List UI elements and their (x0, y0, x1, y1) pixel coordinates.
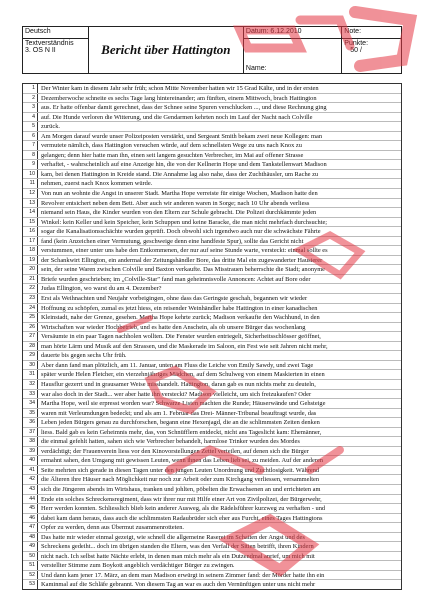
text-line (23, 485, 401, 495)
line-text: Ende ein solches Schreckensregiment, dass wir ihrer nur mit Hilfe einer Art von Zivilpolizei, der Bürgerwehr, (41, 495, 322, 503)
line-number: 15 (23, 218, 38, 227)
line-number: 41 (23, 466, 38, 475)
line-number: 7 (23, 141, 38, 150)
line-text: Seite mehrten sich gerade in diesen Tagen unter den jungen Leuten Unordnung und Zuchtlosigkeit. Während (41, 466, 320, 474)
text-line (23, 514, 401, 524)
text-line (23, 160, 401, 170)
text-line (23, 275, 401, 285)
text-line (23, 132, 401, 142)
line-number: 11 (23, 179, 38, 188)
line-text: verdächtigt; der Frauenverein liess vor den Kinovorstellungen Zettel verteilen, auf denen sich die Bürger (41, 447, 309, 455)
line-text: Erst als Weihnachten und Neujahr vorbeigingen, ohne dass das Geringste geschah, begannen wir wieder (41, 295, 308, 303)
text-line (23, 437, 401, 447)
date-cell (243, 27, 341, 39)
line-number: 8 (23, 151, 38, 160)
line-number: 37 (23, 428, 38, 437)
text-line (23, 523, 401, 533)
line-text: Opfer zu werden, denn aus Übermut zusammenrotteten. (41, 524, 185, 532)
line-number: 14 (23, 208, 38, 217)
line-number: 2 (23, 94, 38, 103)
line-text: dabei kam dann heraus, dass auch die schlimmsten Radaubrüder sich eher aus Furcht, eines Tages Hattingtons (41, 514, 323, 522)
line-text: der Schankwirt Ellington, ein andermal der Zeitungshändler Bore, das dritte Mal ein zugewanderter Hausierer (41, 256, 323, 264)
text-line (23, 342, 401, 352)
line-text: niemand sein Haus, die Kinder wurden von den Eltern zur Schule gebracht. Die Polizei durchkämmte jeden (41, 209, 317, 217)
line-number: 48 (23, 533, 38, 542)
class-label: 3. OS N II (25, 47, 56, 54)
text-line (23, 447, 401, 457)
text-line (23, 542, 401, 552)
line-text: Briefe wurden geschrieben; im „Colville-Star" fand man geheimnisvolle Annoncen: Achtet auf Bore oder (41, 275, 311, 283)
text-line (23, 141, 401, 151)
line-text: Hoffnung zu schöpfen, zumal es jetzt hiess, ein reisender Weinhändler habe Hattington in einer kanadischen (41, 304, 318, 312)
text-line (23, 399, 401, 409)
line-text: aus. Er hatte offenbar damit gerechnet, dass der Schnee seine Spuren verschlucken ..., und diese Rechnung ging (41, 104, 327, 112)
line-text: fand (kein Anzeichen einer Vermutung, geschweige denn eine handfeste Spur), sollte das Gericht nicht (41, 237, 304, 245)
line-number: 10 (23, 170, 38, 179)
line-text: Versäumte in ein paar Tagen nachholen wollten. Die Fenster wurden entriegelt, Sicherheitsschlösser geöffnet, (41, 333, 321, 341)
topic-cell (23, 39, 89, 74)
line-text: nicht nach. Ich selbst hatte Nächte erlebt, in denen man mich mehr als ein Dutzendmal anrief, um mich mit (41, 552, 315, 560)
line-text: Dezemberwoche schneite es sechs Tage lang hintereinander; am fünften, einem Mittwoch, brach Hattington (41, 94, 317, 102)
line-number: 25 (23, 313, 38, 322)
line-text: Revolver entsichert neben dem Bett. Aber auch wir anderen waren in Sorge; nach 10 Uhr abends verliess (41, 199, 310, 207)
text-line (23, 418, 401, 428)
line-text: auf. Die Hunde verloren die Witterung, und die Gendarmen kehrten noch im Lauf der Nacht nach Colville (41, 113, 313, 121)
text-line (23, 94, 401, 104)
line-number: 53 (23, 580, 38, 590)
text-line (23, 428, 401, 438)
text-line (23, 151, 401, 161)
line-number: 9 (23, 160, 38, 169)
text-line (23, 561, 401, 571)
text-line (23, 284, 401, 294)
line-text: dauerte bis gegen sechs Uhr früh. (41, 352, 127, 360)
note-cell (342, 27, 402, 39)
line-text: war also doch in der Stadt... wer aber hatte ihn versteckt? Madison vielleicht, um sich freizukaufen? Oder (41, 390, 312, 398)
line-number: 12 (23, 189, 38, 198)
line-text: verstellter Stimme zum Boykott angeblich verdächtiger Bürger zu zwingen. (41, 562, 235, 570)
line-number: 32 (23, 380, 38, 389)
text-lines-area (22, 83, 402, 590)
line-text: Das hatte mir wieder einmal gezeigt, wie schnell die allgemeine Raserei im Schatten der Angst und des (41, 533, 305, 541)
text-line (23, 370, 401, 380)
line-number: 27 (23, 332, 38, 341)
text-line (23, 256, 401, 266)
text-line (23, 504, 401, 514)
text-line (23, 103, 401, 113)
line-number: 38 (23, 437, 38, 446)
line-text: Leben jeden Bürgers genau zu durchforschen, begann eine Hexenjagd, die an die schlimmsten Zeiten denken (41, 419, 320, 427)
text-line (23, 533, 401, 543)
line-text: sein, der seine Waren zwischen Colville und Baxton verkaufte. Das Misstrauen beherrschte die Stadt; anonyme (41, 266, 326, 274)
text-line (23, 304, 401, 314)
line-text: vermutete nämlich, dass Hattington versuchen würde, auf dem schnellsten Wege zu uns nach Knox zu (41, 142, 302, 150)
line-number: 50 (23, 552, 38, 561)
name-cell[interactable] (243, 39, 341, 74)
points-value: 50 / (350, 47, 362, 54)
text-line (23, 170, 401, 180)
line-number: 23 (23, 294, 38, 303)
line-number: 47 (23, 523, 38, 532)
line-text: sogar die Kanalisationsschächte wurden geprüft. Doch obwohl sich irgendwo auch nur die schwächste Fährte (41, 228, 321, 236)
line-number: 22 (23, 284, 38, 293)
subject-cell (23, 27, 89, 39)
topic-label: Textverständnis (25, 40, 74, 47)
line-number: 31 (23, 370, 38, 379)
line-number: 49 (23, 542, 38, 551)
line-text: Wirtschaften war wieder Hochbetrieb, und es hatte den Anschein, als ob unsere Bürger das wochenlang (41, 323, 306, 331)
line-number: 3 (23, 103, 38, 112)
line-number: 29 (23, 351, 38, 360)
date-label: Datum: 6.12.2010 (245, 28, 302, 35)
text-line (23, 199, 401, 209)
line-text: Judas Ellington, wo warst du am 4. Dezember? (41, 285, 162, 293)
line-number: 39 (23, 447, 38, 456)
text-line (23, 122, 401, 132)
line-text: später wurde Helen Fletcher, ein vierzehnjähriges Mädchen, auf dem Schulweg von einem Maskierten in einen (41, 371, 325, 379)
text-line (23, 237, 401, 247)
text-line (23, 218, 401, 228)
points-label: Punkte: (344, 40, 369, 47)
text-line (23, 380, 401, 390)
title-cell (88, 27, 243, 74)
line-text: Von nun an wohnte die Angst in unserer Stadt. Martha Hope verreiste für einige Wochen, Madison hatte den (41, 190, 318, 198)
text-line (23, 580, 401, 590)
text-line (23, 552, 401, 562)
line-text: Martha Hope, weil sie erpresst worden war? Schwarze Listen machten die Runde; Häuserwände und Gehsteige (41, 400, 326, 408)
points-cell (342, 39, 402, 74)
line-number: 43 (23, 485, 38, 494)
line-number: 20 (23, 265, 38, 274)
line-text: Kaminmal auf die Schläfe gebrannt. Von diesem Tag an war es auch den Vernünftigen unter uns nicht mehr (41, 581, 316, 589)
line-number: 35 (23, 409, 38, 418)
text-line (23, 571, 401, 581)
text-line (23, 323, 401, 333)
subject-label: Deutsch (25, 28, 51, 35)
line-text: Aber dann fand man plötzlich, am 11. Januar, unten am Fluss die Leiche von Emily Sawdy, und zwei Tage (41, 361, 314, 369)
line-number: 51 (23, 561, 38, 570)
text-line (23, 265, 401, 275)
line-number: 13 (23, 199, 38, 208)
line-number: 18 (23, 246, 38, 255)
text-line (23, 113, 401, 123)
line-text: liess. Bald gab es kein Geheimnis mehr, das, von Schnüfflern entdeckt, nicht ans Tageslicht kam: Ehemänner, (41, 428, 322, 436)
text-line (23, 409, 401, 419)
line-text: die Älteren ihre Häuser nach Möglichkeit nur noch zur Arbeit oder zum Kirchgang verliessen, versammelten (41, 476, 320, 484)
text-line (23, 179, 401, 189)
worksheet-title: Bericht über Hattington (101, 42, 231, 57)
line-text: waren mit Verleumdungen bedeckt; und als am 1. Februar das Drei- Männer-Tribunal beauftragt wurde, das (41, 409, 317, 417)
line-number: 34 (23, 399, 38, 408)
line-number: 16 (23, 227, 38, 236)
line-number: 44 (23, 495, 38, 504)
line-text: Schreckens gedeiht... doch im übrigen standen die Eltern, was den Verfall der Sitten betrifft, ihren Kindern (41, 543, 314, 551)
line-text: Kleinstadt, nahe der Grenze, gesehen. Martha Hope kehrte zurück; Madison verkaufte den Wachhund, in den (41, 314, 320, 322)
text-line (23, 351, 401, 361)
text-line (23, 208, 401, 218)
line-text: Am Morgen darauf wurde unser Polizeiposten verstärkt, und Sergeant Smith bekam zwei neue Kollegen: man (41, 132, 323, 140)
line-number: 4 (23, 113, 38, 122)
text-line (23, 332, 401, 342)
line-number: 42 (23, 475, 38, 484)
text-line (23, 495, 401, 505)
line-text: verhaftet, - wahrscheinlich auf eine Anzeige hin, die von der Kellnerin Hope und dem Tankstellenwart Madison (41, 161, 327, 169)
line-text: gelangen; denn hier hatte man ihn, einen seit langem gesuchten Verbrecher, im Mai auf offener Strasse (41, 151, 304, 159)
line-number: 1 (23, 84, 38, 93)
line-number: 46 (23, 514, 38, 523)
text-line (23, 84, 401, 94)
name-label: Name: (245, 65, 267, 72)
header-table (22, 26, 402, 74)
line-number: 52 (23, 571, 38, 580)
line-number: 21 (23, 275, 38, 284)
line-number: 33 (23, 390, 38, 399)
text-line (23, 466, 401, 476)
line-number: 24 (23, 304, 38, 313)
line-number: 5 (23, 122, 38, 131)
line-text: verstummen, einer unter uns habe den Entkommenen, der nur auf seine Stunde warte, versteckt: einmal sollte es (41, 247, 328, 255)
line-text: Hausflur gezerrt und in grausamer Weise misshandelt. Hattington, daran gab es nun nichts mehr zu deuteln, (41, 380, 316, 388)
line-text: kam, bei denen Hattington in Kreide stand. Die Annahme lag also nahe, dass der Zuchthäusler, um Rache zu (41, 170, 319, 178)
line-text: sich die Jüngeren abends im Wirtshaus, tranken und johlten, pöbelten die Erwachsenen an und errichteten am (41, 485, 321, 493)
line-text: die einmal gefehlt hatten, sahen sich wie Verbrecher behandelt, harmlose Trinker wurden des Mordes (41, 438, 300, 446)
line-number: 28 (23, 342, 38, 351)
line-number: 26 (23, 323, 38, 332)
line-text: Der Winter kam in diesem Jahr sehr früh; schon Mitte November hatten wir 15 Grad Kälte, und in der ersten (41, 85, 319, 92)
line-number: 19 (23, 256, 38, 265)
text-line (23, 294, 401, 304)
text-line (23, 361, 401, 371)
line-number: 6 (23, 132, 38, 141)
line-text: nehmen, zuerst nach Knox kommen würde. (41, 180, 153, 188)
text-line (23, 246, 401, 256)
line-text: ermahnt sahen, den Umgang mit gewissen Leuten, wenn ihnen das Leben lieb sei, zu meiden. Auf der anderen (41, 457, 323, 465)
line-number: 45 (23, 504, 38, 513)
text-line (23, 475, 401, 485)
text-line (23, 390, 401, 400)
line-text: man hörte Lärm und Musik auf den Strassen, und die Maskerade im Saloon, ein Fest wie seit Jahren nicht mehr, (41, 342, 328, 350)
line-number: 36 (23, 418, 38, 427)
line-number: 17 (23, 237, 38, 246)
note-label: Note: (344, 28, 362, 35)
text-line (23, 313, 401, 323)
line-text: Und dann kam jener 17. März, an dem man Madison erwürgt in seinem Zimmer fand: der Mörder hatte ihn ein (41, 571, 325, 579)
line-text: Winkel: kein Keller und kein Speicher, kein Schuppen und keine Baracke, die man nicht mehrfach durchsuchte; (41, 218, 328, 226)
line-text: Herr werden konnten. Schliesslich blieb kein anderer Ausweg, als die Rädelsführer kurzweg zu verhaften - und (41, 505, 326, 513)
text-line (23, 456, 401, 466)
text-line (23, 227, 401, 237)
text-line (23, 189, 401, 199)
line-number: 40 (23, 456, 38, 465)
line-number: 30 (23, 361, 38, 370)
line-text: zurück. (41, 123, 60, 131)
